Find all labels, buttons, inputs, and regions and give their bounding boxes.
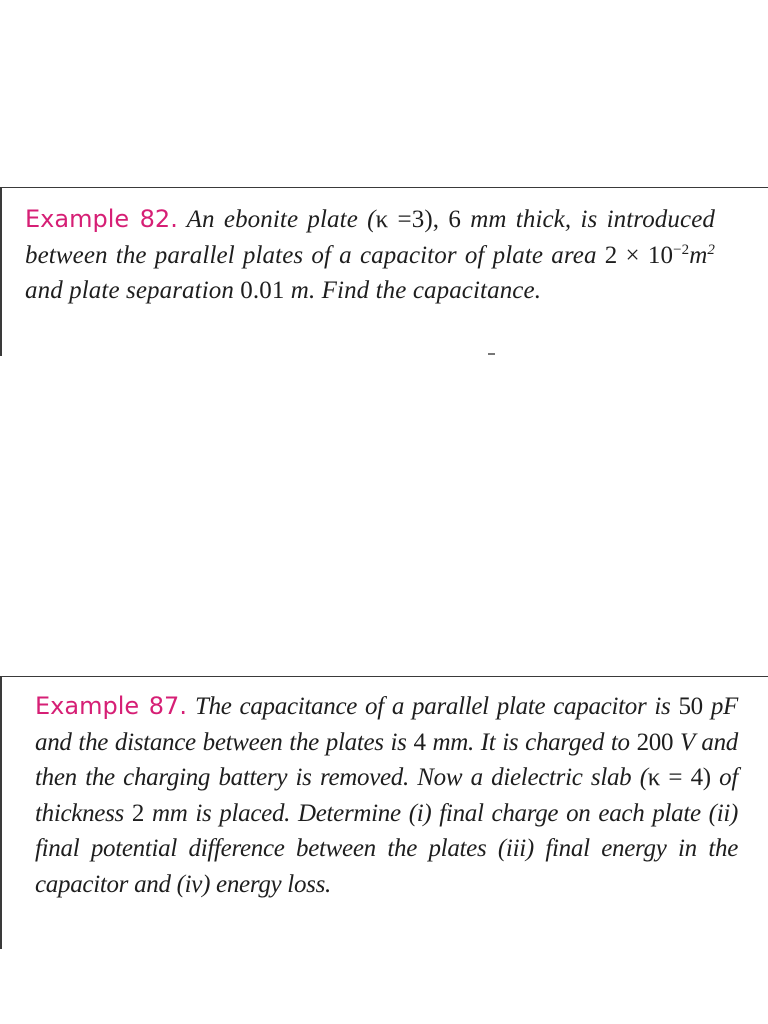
example-82-text	[25, 202, 715, 309]
example-82-part-9: and plate separation	[25, 277, 241, 304]
kappa-symbol: κ	[375, 206, 389, 233]
example-87-text	[35, 689, 738, 902]
example-87-part-11: mm is placed. Determine (i) final charge on each plate (ii) final potential difference between the plates (iii) final energy in the capacitor and (iv) energy loss.	[35, 799, 739, 898]
plate-separation-value: 0.01	[240, 277, 285, 304]
capacitance-value: 50	[678, 693, 703, 720]
example-82-part-4: mm thick, is introduced between the parallel plates of a capacitor of plate area	[25, 206, 716, 269]
voltage-value: 200	[636, 728, 674, 756]
kappa-value: κ = 4)	[647, 764, 711, 791]
area-coefficient: 2 × 10	[604, 241, 674, 269]
example-87-part-1: The capacitance of a parallel plate capacitor is	[194, 693, 679, 720]
example-87-part-5: mm. It is charged to	[425, 728, 637, 756]
example-82-part-1: An ebonite plate (	[186, 206, 376, 233]
example-87-part-7: V and then the charging battery is removed. Now a dielectric slab (	[35, 728, 738, 791]
example-87-card	[0, 676, 768, 948]
example-87-part-3: pF and the distance between the plates is	[35, 693, 739, 756]
area-exponent: −2	[673, 241, 690, 258]
card-left-border	[0, 188, 2, 356]
stray-mark	[488, 353, 495, 355]
example-82-part-11: m. Find the capacitance.	[284, 277, 542, 304]
area-unit: m	[689, 241, 708, 269]
example-82-card	[0, 187, 768, 355]
distance-value: 4	[413, 728, 426, 756]
example-82-part-3: =3), 6	[388, 206, 471, 233]
area-unit-exponent: 2	[707, 241, 715, 258]
example-82-label: Example 82.	[25, 205, 178, 233]
example-87-part-9: of thickness	[35, 764, 738, 827]
card-left-border	[0, 677, 2, 949]
example-87-label: Example 87.	[35, 692, 187, 720]
thickness-value: 2	[131, 799, 145, 827]
